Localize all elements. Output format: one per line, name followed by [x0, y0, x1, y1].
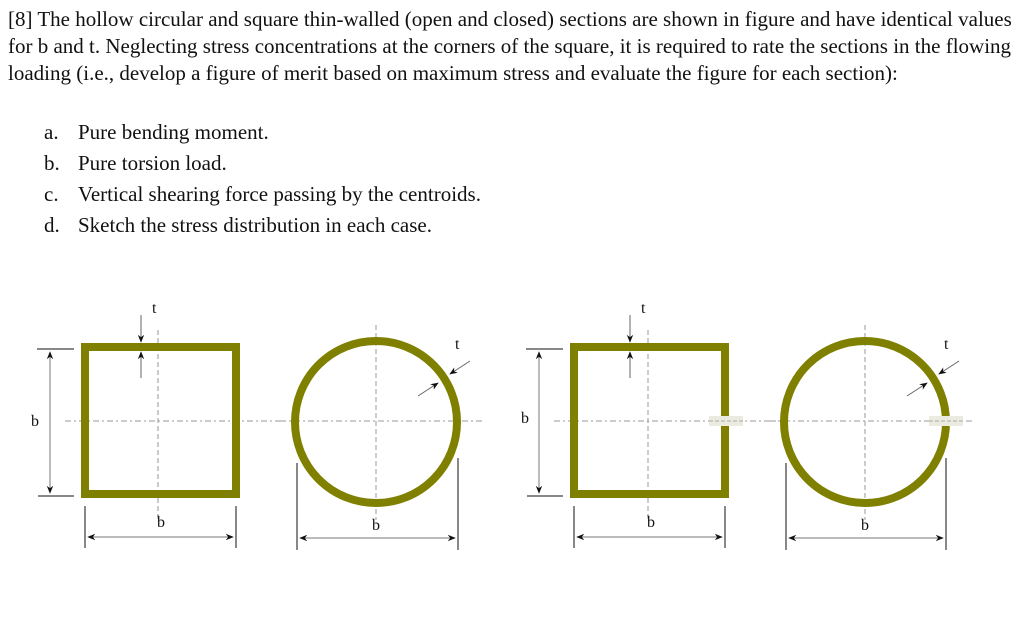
closed-circle-section: [280, 325, 482, 550]
diameter-label: b: [372, 517, 380, 534]
open-square-section: [521, 300, 790, 548]
task-text: Vertical shearing force passing by the centroids.: [78, 182, 481, 206]
diameter-label: b: [861, 517, 869, 534]
height-label: b: [31, 413, 39, 430]
task-marker: d.: [44, 213, 60, 237]
thickness-label: t: [641, 300, 646, 317]
width-label: b: [647, 514, 655, 531]
width-label: b: [157, 514, 165, 531]
thickness-arrow-icon: [939, 361, 959, 374]
slit-gap: [709, 416, 743, 426]
task-text: Sketch the stress distribution in each case.: [78, 213, 432, 237]
task-text: Pure torsion load.: [78, 151, 227, 175]
task-marker: c.: [44, 182, 59, 206]
thickness-arrow-icon: [418, 383, 438, 396]
open-circle-section: [770, 325, 972, 550]
height-label: b: [521, 410, 529, 427]
thickness-label: t: [152, 300, 157, 317]
thickness-label: t: [455, 336, 460, 353]
task-marker: a.: [44, 120, 59, 144]
task-text: Pure bending moment.: [78, 120, 269, 144]
thickness-arrow-icon: [450, 361, 470, 374]
thickness-label: t: [944, 336, 949, 353]
closed-square-section: [31, 300, 300, 548]
task-marker: b.: [44, 151, 60, 175]
problem-text: [8] The hollow circular and square thin-walled (open and closed) sections are shown in figure and have identical values for b and t. Neglecting stress concentrations at the corners of the square, it is required to rate the sections in the flowing loading (i.e., develop a figure of merit based on maximum stress and evaluate the figure for each section):: [8, 7, 1012, 85]
slit-gap: [929, 416, 963, 426]
thickness-arrow-icon: [907, 383, 927, 396]
